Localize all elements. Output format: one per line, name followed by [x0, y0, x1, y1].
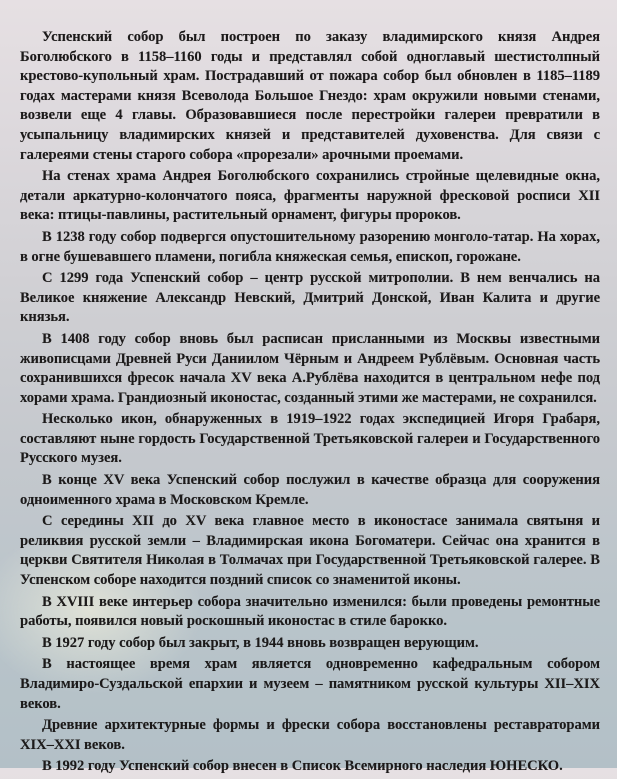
paragraph-wall-details: На стенах храма Андрея Боголюбского сохранились стройные щелевидные окна, детали аркатурно-колончатого пояса, фрагменты наружной фресковой росписи XII века: птицы-павлины, растительный орнамент, фигуры пророков. — [20, 168, 600, 224]
paragraph-metropolis-center: С 1299 года Успенский собор – центр русской митрополии. В нем венчались на Великое княжение Александр Невский, Дмитрий Донской, Иван Калита и другие князья. — [20, 270, 600, 326]
paragraph-vladimir-icon: С середины XII до XV века главное место в иконостасе занимала святыня и реликвия русской земли – Владимирская икона Богоматери. Сейчас она хранится в церкви Святителя Николая в Толмачах при Государственной Третьяковской галерее. В Успенском соборе находится поздний список со знаменитой иконы. — [20, 513, 600, 589]
paragraph-construction-history: Успенский собор был построен по заказу владимирского князя Андрея Боголюбского в 1158–1160 годы и представлял собой одноглавый шестистолпный крестово-купольный храм. Пострадавший от пожара собор был обновлен в 1185–1189 годах мастерами князя Всеволода Большое Гнездо: храм окружили новыми стенами, возвели еще 4 главы. Образовавшиеся после перестройки галереи превратили в усыпальницу владимирских князей и представителей духовенства. Для связи с галереями стены старого собора «прорезали» арочными проемами. — [20, 29, 600, 163]
info-plaque — [20, 28, 600, 779]
paragraph-1927-closure: В 1927 году собор был закрыт, в 1944 вновь возвращен верующим. — [42, 634, 479, 651]
paragraph-present-day: В настоящее время храм является одновременно кафедральным собором Владимиро-Суздальской епархии и музеем – памятником русской культуры XII–XIX веков. — [20, 656, 600, 712]
paragraph-1408-frescoes: В 1408 году собор вновь был расписан присланными из Москвы известными живописцами Древней Руси Даниилом Чёрным и Андреем Рублёвым. Основная часть сохранившихся фресок начала XV века А.Рублёва находится в центральном нефе под хорами храма. Грандиозный иконостас, созданный этими же мастерами, не сохранился. — [20, 330, 600, 406]
paragraph-restoration: Древние архитектурные формы и фрески собора восстановлены реставраторами XIX–XXI веков. — [20, 717, 600, 753]
paragraph-icons-grabar: Несколько икон, обнаруженных в 1919–1922 годах экспедицией Игоря Грабаря, составляют ныне гордость Государственной Третьяковской галереи и Государственного Русского музея. — [20, 411, 600, 467]
paragraph-1238-destruction: В 1238 году собор подвергся опустошительному разорению монголо-татар. На хорах, в огне бушевавшего пламени, погибла княжеская семья, епископ, горожане. — [20, 228, 600, 265]
paragraph-unesco: В 1992 году Успенский собор внесен в Список Всемирного наследия ЮНЕСКО. — [42, 758, 563, 775]
paragraph-moscow-kremlin-model: В конце XV века Успенский собор послужил в качестве образца для сооружения одноименного храма в Московском Кремле. — [20, 472, 600, 508]
paragraph-18th-century: В XVIII веке интерьер собора значительно изменился: были проведены ремонтные работы, появился новый роскошный иконостас в стиле барокко. — [20, 593, 600, 630]
